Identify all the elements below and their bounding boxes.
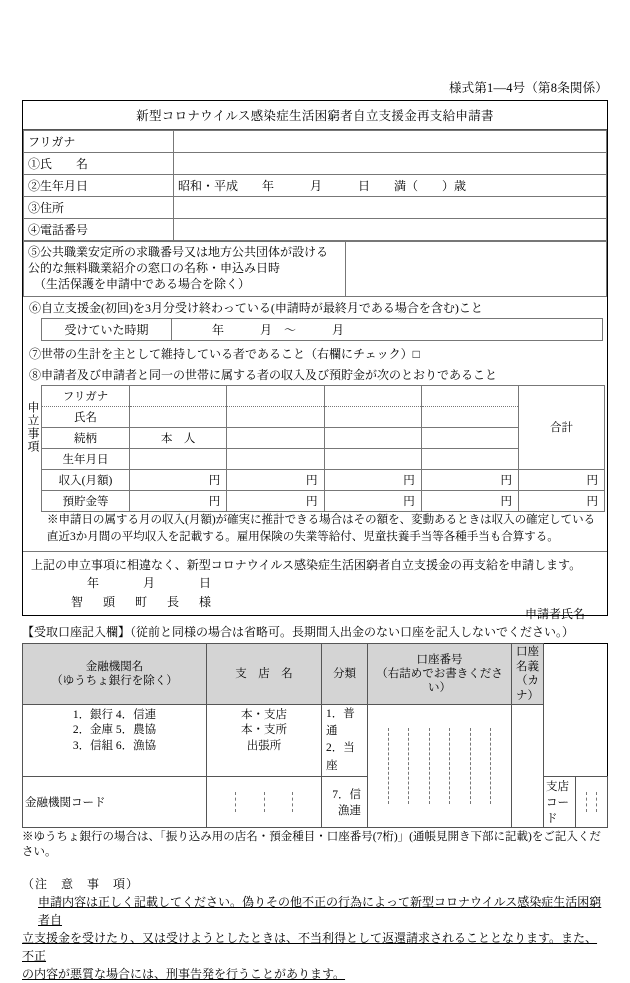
bank-header-account-number-l2: （右詰めでお書きください）	[376, 667, 503, 695]
table-row	[42, 490, 605, 511]
income-row-label-monthly-income: 収入(月額)	[42, 469, 130, 490]
table-row	[24, 175, 607, 197]
income-cell[interactable]: 円	[227, 469, 324, 490]
section8-note-line1: ※申請日の属する月の収入(月額)が確実に推計できる場合はその額を、変動あるときは収入の確定している	[47, 513, 596, 526]
income-cell[interactable]	[227, 427, 324, 448]
section6-block	[23, 297, 607, 341]
institution-code-input[interactable]	[207, 776, 322, 827]
digit-box[interactable]	[471, 728, 492, 804]
section8-heading: ⑧申請者及び申請者と同一の世帯に属する者の収入及び預貯金が次のとおりであること	[29, 367, 498, 382]
institution-code-digit-boxes[interactable]	[207, 792, 321, 812]
row-value-birthdate[interactable]: 昭和・平成 年 月 日 満（ ）歳	[174, 175, 607, 197]
bank-account-name-input[interactable]	[512, 704, 544, 827]
income-total-cell[interactable]: 円	[519, 469, 605, 490]
bank-header-account-number-l1: 口座番号	[416, 653, 463, 666]
digit-box[interactable]	[409, 728, 430, 804]
caution-line1: 申請内容は正しく記載してください。偽りその他不正の行為によって新型コロナウイルス感染症生活困窮者自	[38, 894, 602, 927]
declaration-block	[23, 551, 607, 621]
income-cell[interactable]	[421, 427, 518, 448]
bank-account-table	[22, 643, 608, 828]
section6-row-value[interactable]: 年 月 〜 月	[172, 318, 603, 340]
table-row	[24, 197, 607, 219]
digit-box[interactable]	[389, 728, 410, 804]
checkbox-icon[interactable]: □	[412, 346, 420, 361]
branch-code-digit-boxes[interactable]	[576, 792, 607, 812]
income-table	[41, 385, 605, 512]
caution-title: （注 意 事 項）	[22, 876, 140, 891]
bank-institution-option[interactable]: 7．信漁連	[322, 776, 368, 827]
income-cell[interactable]: 円	[324, 490, 421, 511]
income-cell[interactable]	[227, 385, 324, 406]
table-row	[42, 318, 603, 340]
table-row	[23, 644, 608, 705]
bank-branch-option[interactable]: 本・支店	[241, 708, 287, 721]
income-cell[interactable]: 本 人	[130, 427, 227, 448]
section8-side-label: 申立事項	[26, 400, 40, 453]
income-cell[interactable]	[227, 406, 324, 427]
section5-line1: ⑤公共職業安定所の求職番号又は地方公共団体が設ける	[28, 245, 329, 259]
bank-note-line2: さい。	[22, 846, 57, 859]
section5-table	[23, 241, 607, 297]
table-row	[42, 385, 605, 406]
row-value-address[interactable]	[174, 197, 607, 219]
table-row	[24, 242, 607, 297]
income-row-label-savings: 預貯金等	[42, 490, 130, 511]
row-label-phone: ④電話番号	[24, 219, 174, 241]
income-row-label-birthdate: 生年月日	[42, 448, 130, 469]
bank-category-options[interactable]	[322, 704, 368, 776]
digit-box[interactable]	[207, 792, 236, 812]
row-value-furigana[interactable]	[174, 131, 607, 153]
row-label-furigana: フリガナ	[24, 131, 174, 153]
branch-code-input[interactable]	[576, 776, 608, 827]
bank-account-number-input[interactable]	[368, 704, 512, 827]
signature-label[interactable]: 申請者氏名	[524, 606, 585, 621]
bank-header-account-name-l1: 口座名義	[516, 646, 539, 673]
income-row-label-furigana: フリガナ	[42, 385, 130, 406]
bank-institution-options[interactable]	[23, 704, 207, 776]
bank-header-account-number	[368, 644, 512, 705]
caution-body	[22, 892, 608, 983]
bank-branch-option[interactable]: 出張所	[246, 739, 282, 752]
bank-section-heading: 【受取口座記入欄】（従前と同様の場合は省略可。長期間入出金のない口座を記入しないでください。）	[22, 625, 575, 640]
income-total-cell[interactable]: 円	[519, 490, 605, 511]
section7-block	[23, 341, 607, 364]
table-row	[24, 131, 607, 153]
income-cell[interactable]	[421, 406, 518, 427]
branch-code-label: 支店コード	[544, 776, 576, 827]
declaration-date[interactable]: 年 月 日	[87, 576, 214, 591]
income-cell[interactable]	[324, 427, 421, 448]
row-label-address: ③住所	[24, 197, 174, 219]
bank-institution-option[interactable]: 1．銀行 4．信連	[72, 708, 157, 721]
bank-branch-options[interactable]	[207, 704, 322, 776]
section8-note-line2: 直近3か月間の平均収入を記載する。雇用保険の失業等給付、児童扶養手当等各種手当も合算する。	[47, 531, 559, 544]
income-cell[interactable]	[130, 385, 227, 406]
caution-line3: の内容が悪質な場合には、刑事告発を行うことがあります。	[22, 966, 346, 981]
bank-header-institution-l2: （ゆうちょ銀行を除く）	[51, 675, 178, 688]
income-cell[interactable]	[130, 406, 227, 427]
bank-note-line1: ※ゆうちょ銀行の場合は、「振り込み用の店名・預金種目・口座番号(7桁)」(通帳見開き下部に記載)をご記入くだ	[22, 830, 601, 843]
page-title: 新型コロナウイルス感染症生活困窮者自立支援金再支給申請書	[23, 101, 607, 130]
digit-box[interactable]	[368, 728, 389, 804]
section6-heading: ⑥自立支援金(初回)を3月分受け終わっている(申請時が最終月である場合を含む)こと	[29, 300, 483, 315]
section6-period-table	[41, 318, 603, 341]
section5-label-cell	[24, 242, 346, 297]
row-label-name: ①氏 名	[24, 153, 174, 175]
bank-category-option[interactable]: 1．普通	[326, 707, 355, 738]
section8-side-label-wrap	[27, 401, 39, 453]
income-cell[interactable]: 円	[324, 469, 421, 490]
main-form-frame	[22, 100, 608, 621]
declaration-text: 上記の申立事項に相違なく、新型コロナウイルス感染症生活困窮者自立支援金の再支給を申請します。	[31, 557, 582, 572]
table-row	[24, 153, 607, 175]
income-cell[interactable]	[421, 448, 518, 469]
digit-box[interactable]	[450, 728, 471, 804]
table-row	[42, 469, 605, 490]
section5-line2: 公的な無料職業紹介の窓口の名称・申込み日時	[28, 261, 281, 276]
bank-header-branch: 支 店 名	[207, 644, 322, 705]
income-cell[interactable]	[324, 406, 421, 427]
row-label-birthdate: ②生年月日	[24, 175, 174, 197]
bank-header-account-name-l2: （カナ）	[516, 675, 539, 702]
account-number-digit-boxes[interactable]	[368, 728, 511, 804]
digit-box[interactable]	[587, 792, 598, 812]
bank-header-category: 分類	[322, 644, 368, 705]
income-row-label-name: 氏名	[42, 406, 130, 427]
income-cell[interactable]	[227, 448, 324, 469]
income-cell[interactable]: 円	[421, 490, 518, 511]
bank-header-institution-l1: 金融機関名	[85, 660, 144, 673]
digit-box[interactable]	[236, 792, 265, 812]
row-value-phone[interactable]	[174, 219, 607, 241]
income-cell[interactable]	[324, 448, 421, 469]
digit-box[interactable]	[576, 792, 587, 812]
caution-line2: 立支援金を受けたり、又は受けようとしたときは、不当利得として返還請求されることとなります。また、不正	[22, 930, 598, 963]
bank-category-option[interactable]: 2．当座	[326, 742, 355, 772]
section6-row-label: 受けていた時期	[42, 318, 172, 340]
income-row-label-relation: 続柄	[42, 427, 130, 448]
bank-header-account-name	[512, 644, 544, 705]
digit-box[interactable]	[430, 728, 451, 804]
bank-institution-option[interactable]: 2．金庫 5．農協	[72, 724, 157, 737]
bank-header-institution	[23, 644, 207, 705]
income-total-header: 合計	[519, 385, 605, 469]
digit-box[interactable]	[597, 792, 607, 812]
section7-text: ⑦世帯の生計を主として維持している者であること（右欄にチェック）	[29, 346, 413, 361]
section5-line3: （生活保護を申請中である場合を除く）	[34, 277, 251, 292]
institution-code-label: 金融機関コード	[23, 776, 207, 827]
digit-box[interactable]	[265, 792, 294, 812]
income-cell[interactable]	[324, 385, 421, 406]
table-row	[24, 219, 607, 241]
income-cell[interactable]: 円	[421, 469, 518, 490]
row-value-name[interactable]	[174, 153, 607, 175]
income-cell[interactable]	[421, 385, 518, 406]
form-code: 様式第1―4号（第8条関係）	[448, 81, 608, 95]
applicant-info-table	[23, 130, 607, 241]
income-cell[interactable]	[130, 448, 227, 469]
income-cell[interactable]: 円	[227, 490, 324, 511]
digit-box[interactable]	[293, 792, 321, 812]
declaration-addressee: 智 頭 町 長 様	[71, 594, 216, 609]
digit-box[interactable]	[491, 728, 511, 804]
income-cell[interactable]: 円	[130, 490, 227, 511]
bank-institution-option[interactable]: 3．信組 6．漁協	[72, 739, 157, 752]
income-cell[interactable]: 円	[130, 469, 227, 490]
bank-branch-option[interactable]: 本・支所	[241, 724, 287, 737]
section5-value[interactable]	[346, 242, 607, 297]
